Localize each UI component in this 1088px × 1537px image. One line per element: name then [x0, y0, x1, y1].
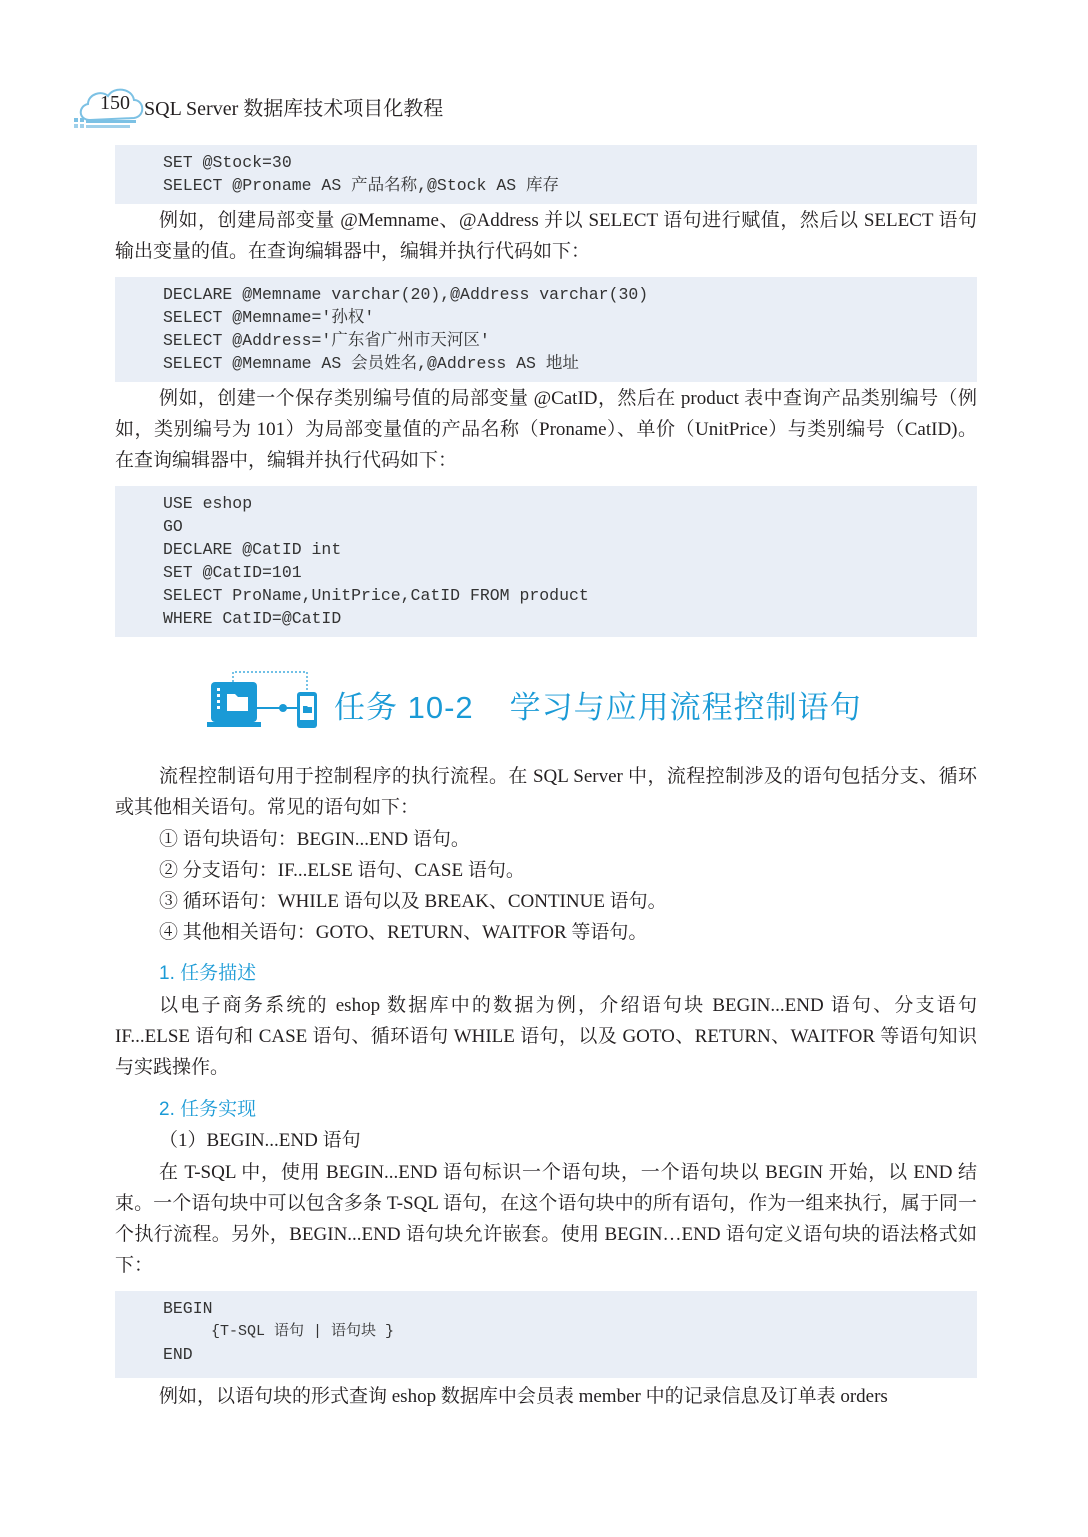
section-heading: 2. 任务实现 — [159, 1099, 257, 1120]
code-line: GO — [163, 517, 183, 536]
sub-heading: （1）BEGIN...END 语句 — [159, 1130, 361, 1151]
code-line: USE eshop — [163, 494, 253, 513]
book-title: SQL Server 数据库技术项目化教程 — [144, 98, 444, 120]
code-line: WHERE CatID=@CatID — [163, 609, 342, 628]
page-number: 150 — [100, 92, 130, 114]
code-line: SELECT @Memname='孙权' — [163, 308, 375, 327]
code-line: {T-SQL 语句 | 语句块 } — [211, 1323, 395, 1340]
list-item: ④ 其他相关语句：GOTO、RETURN、WAITFOR 等语句。 — [159, 922, 648, 943]
code-line: BEGIN — [163, 1299, 213, 1318]
code-line: SET @Stock=30 — [163, 153, 292, 172]
laptop-phone-icon — [205, 668, 325, 734]
page-header — [72, 82, 572, 132]
task-number: 任务 10-2 — [334, 690, 474, 725]
code-line: DECLARE @Memname varchar(20),@Address varchar(30) — [163, 285, 649, 304]
paragraph: 以电子商务系统的 eshop 数据库中的数据为例，介绍语句块 BEGIN...END 语句、分支语句 IF...ELSE 语句和 CASE 语句、循环语句 WHILE 语句，以及 GOTO、RETURN、WAITFOR 等语句知识与实践操作。 — [115, 995, 977, 1078]
code-line: SET @CatID=101 — [163, 563, 302, 582]
code-block — [115, 486, 977, 637]
code-line: SELECT @Address='广东省广州市天河区' — [163, 331, 490, 350]
code-line: SELECT @Proname AS 产品名称,@Stock AS 库存 — [163, 176, 560, 195]
list-item: ③ 循环语句：WHILE 语句以及 BREAK、CONTINUE 语句。 — [159, 891, 667, 912]
list-item: ① 语句块语句：BEGIN...END 语句。 — [159, 829, 470, 850]
section-heading: 1. 任务描述 — [159, 963, 257, 984]
list-item: ② 分支语句：IF...ELSE 语句、CASE 语句。 — [159, 860, 525, 881]
code-block — [115, 145, 977, 204]
paragraph: 流程控制语句用于控制程序的执行流程。在 SQL Server 中，流程控制涉及的语句包括分支、循环或其他相关语句。常见的语句如下： — [115, 766, 977, 818]
paragraph: 例如，创建一个保存类别编号值的局部变量 @CatID，然后在 product 表中查询产品类别编号（例如，类别编号为 101）为局部变量值的产品名称（Proname）、单价（UnitPrice）与类别编号（CatID)。在查询编辑器中，编辑并执行代码如下： — [115, 388, 977, 471]
task-title: 学习与应用流程控制语句 — [509, 690, 862, 725]
code-block — [115, 277, 977, 382]
task-heading — [334, 682, 862, 727]
code-line: SELECT @Memname AS 会员姓名,@Address AS 地址 — [163, 354, 579, 373]
paragraph: 例如，创建局部变量 @Memname、@Address 并以 SELECT 语句进行赋值，然后以 SELECT 语句输出变量的值。在查询编辑器中，编辑并执行代码如下： — [115, 210, 977, 262]
code-line: END — [163, 1345, 193, 1364]
code-line: SELECT ProName,UnitPrice,CatID FROM product — [163, 586, 589, 605]
paragraph: 在 T-SQL 中，使用 BEGIN...END 语句标识一个语句块，一个语句块以 BEGIN 开始，以 END 结束。一个语句块中可以包含多条 T-SQL 语句，在这个语句块中的所有语句，作为一组来执行，属于同一个执行流程。另外，BEGIN...END 语句块允许嵌套。使用 BEGIN…END 语句定义语句块的语法格式如下： — [115, 1162, 977, 1276]
code-line: DECLARE @CatID int — [163, 540, 342, 559]
paragraph: 例如，以语句块的形式查询 eshop 数据库中会员表 member 中的记录信息及订单表 orders — [159, 1386, 888, 1407]
code-block — [115, 1291, 977, 1378]
